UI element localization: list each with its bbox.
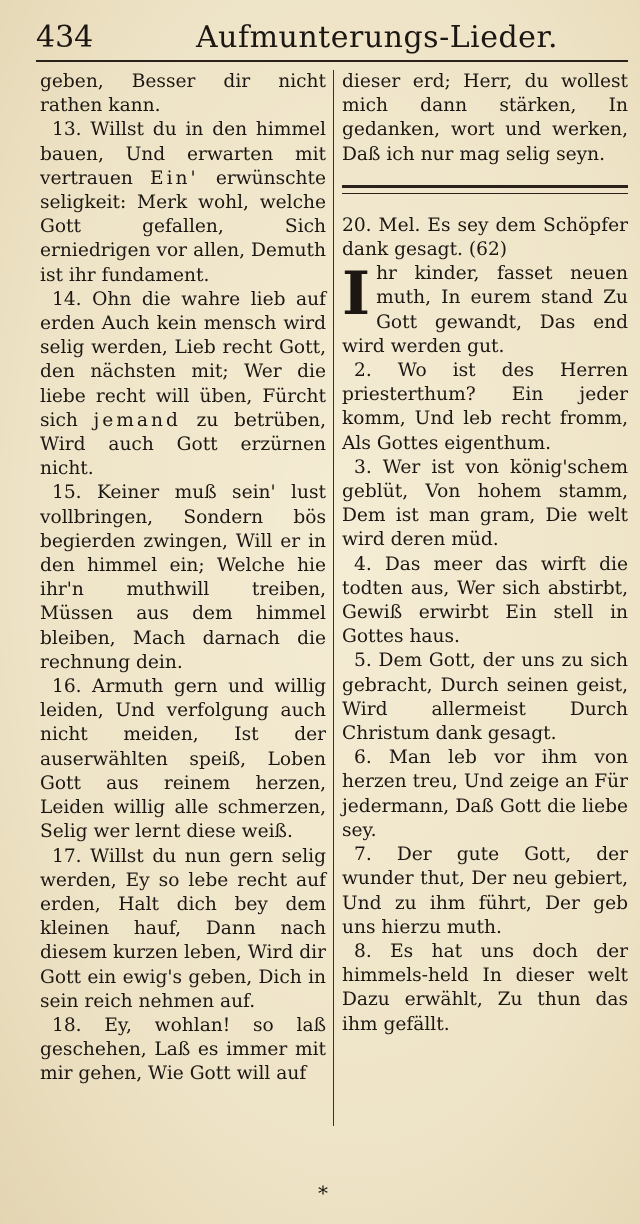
- hymn-verse-7: 7. Der gute Gott, der wunder thut, Der neu gebiert, Und zu ihm führt, Der geb uns hierzu muth.: [342, 844, 628, 938]
- verse-13-text: 13. Willst du in den himmel bauen, Und erwarten mit vertrauen: [40, 119, 326, 189]
- hymn-verse-1-text: hr kinder, fasset neuen muth, In eurem stand Zu Gott gewandt, Das end wird werden gut.: [342, 263, 628, 357]
- hymn-verse-5: 5. Dem Gott, der uns zu sich gebracht, Durch seinen geist, Wird allermeist Durch Christum dank gesagt.: [342, 650, 628, 745]
- page-number: 434: [36, 20, 94, 55]
- verse-14-emphasis: jemand: [93, 409, 181, 431]
- verse-15: 15. Keiner muß sein' lust vollbringen, Sondern bös begierden zwingen, Will er in den himmel ein; Welche hie ihr'n muthwill treiben, Müssen aus dem himmel bleiben, Mach darnach die rechnung dein.: [40, 482, 326, 673]
- verse-18: 18. Ey, wohlan! so laß geschehen, Laß es immer mit mir gehen, Wie Gott will auf: [40, 1014, 326, 1085]
- hymn-verse-1: [342, 259, 628, 359]
- column-divider: [333, 70, 334, 1126]
- verse-17: 17. Willst du nun gern selig werden, Ey so lebe recht auf erden, Halt dich bey dem kleinen hauf, Dann nach diesem kurzen leben, Wird dir Gott ein ewig's geben, Dich in sein reich nehmen auf.: [40, 845, 326, 1012]
- right-column: [342, 70, 628, 1037]
- hymn-separator-rule: [342, 185, 628, 194]
- hymn-heading: 20. Mel. Es sey dem Schöpfer dank gesagt. (62): [342, 214, 628, 261]
- hymn-verse-8: 8. Es hat uns doch der himmels-held In dieser welt Dazu erwählt, Zu thun das ihm gefällt.: [342, 940, 628, 1035]
- page-header: [36, 14, 628, 62]
- hymn-verse-6: 6. Man leb vor ihm von herzen treu, Und zeige an Für jedermann, Daß Gott die liebe sey.: [342, 747, 628, 841]
- verse-14-text: 14. Ohn die wahre lieb auf erden Auch kein mensch wird selig werden, Lieb recht Gott, den nächsten mit; Wer die liebe recht will üben, Fürcht sich: [40, 288, 326, 431]
- verse-13: [40, 118, 326, 287]
- verse-continuation-right: dieser erd; Herr, du wollest mich dann stärken, In gedanken, wort und werken, Daß ich nur mag selig seyn.: [342, 71, 628, 165]
- running-title: Aufmunterungs-Lieder.: [196, 20, 559, 55]
- verse-13-emphasis: Ein': [150, 167, 199, 189]
- verse-16: 16. Armuth gern und willig leiden, Und verfolgung auch nicht meiden, Ist der auserwählten speiß, Loben Gott aus reinem herzen, Leiden willig alle schmerzen, Selig wer lernt diese weiß.: [40, 676, 326, 843]
- hymn-verse-4: 4. Das meer das wirft die todten aus, Wer sich abstirbt, Gewiß erwirbt Ein stell in Gottes haus.: [342, 553, 628, 648]
- left-column: [40, 70, 326, 1087]
- verse-14-rest: zu betrüben, Wird auch Gott erzürnen nicht.: [40, 409, 326, 480]
- drop-cap: I: [342, 259, 371, 330]
- hymn-verse-3: 3. Wer ist von könig'schem geblüt, Von hohem stamm, Dem ist man gram, Die welt wird deren müd.: [342, 456, 628, 551]
- verse-13-rest: erwünschte seligkeit: Merk wohl, welche Gott gefallen, Sich erniedrigen vor allen, Demuth ist ihr fundament.: [40, 167, 326, 286]
- signature-mark: *: [318, 1181, 328, 1205]
- hymn-verse-2: 2. Wo ist des Herren priesterthum? Ein jeder komm, Und leb recht fromm, Als Gottes eigenthum.: [342, 360, 628, 454]
- verse-14: [40, 288, 326, 482]
- verse-continuation: geben, Besser dir nicht rathen kann.: [40, 71, 326, 117]
